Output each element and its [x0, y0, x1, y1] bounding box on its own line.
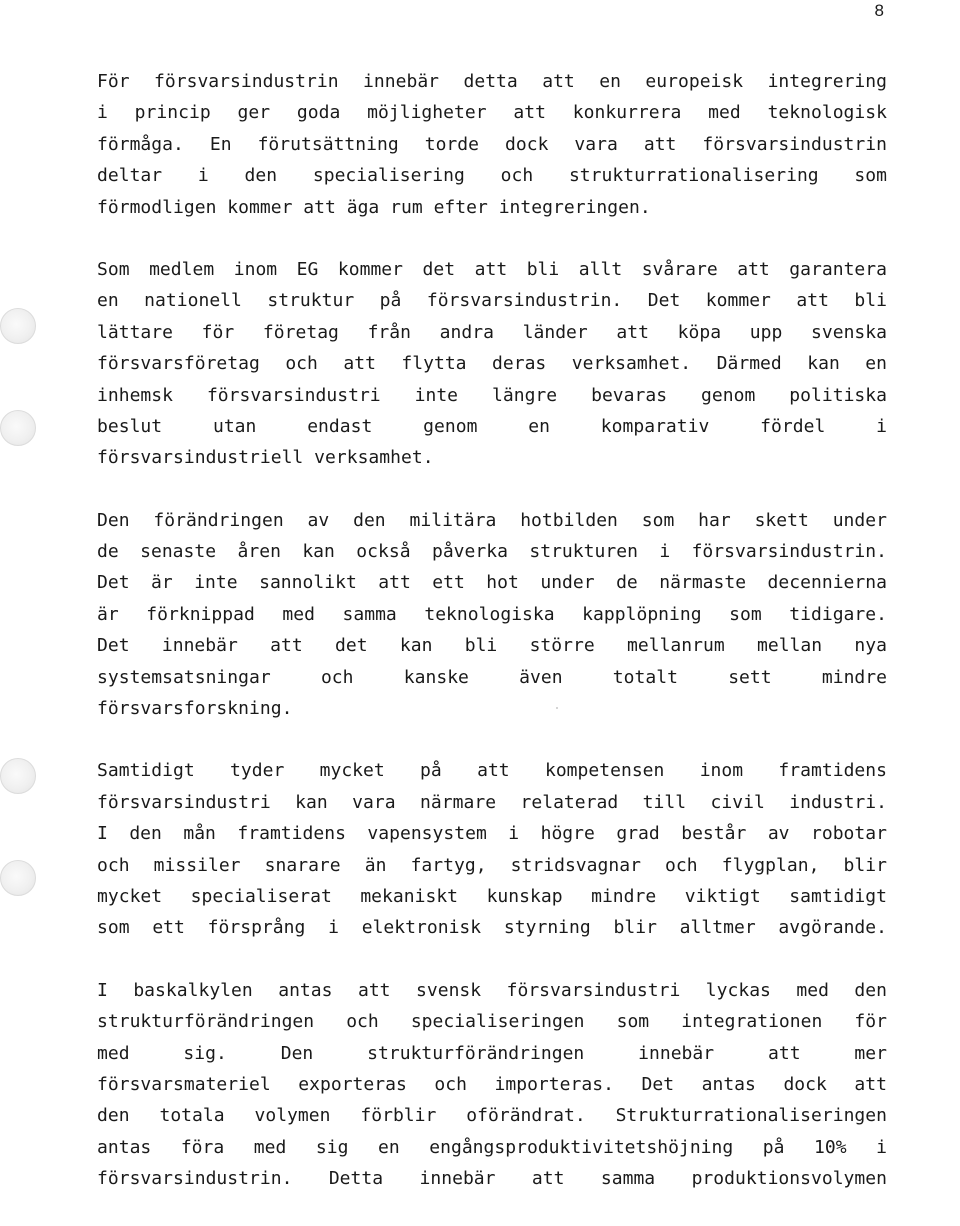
text-line: Samtidigt tyder mycket på att kompetensen inom framtidens [97, 760, 887, 782]
paragraph [97, 975, 887, 1195]
punch-hole-mark [0, 758, 36, 794]
text-line: strukturförändringen och specialiseringen som integrationen för [97, 1011, 887, 1033]
text-line: förmodligen kommer att äga rum efter integreringen. [97, 196, 651, 218]
text-line: deltar i den specialisering och strukturrationalisering som [97, 165, 887, 187]
text-line: är förknippad med samma teknologiska kapplöpning som tidigare. [97, 603, 887, 625]
text-line: försvarsforskning. [97, 698, 293, 720]
text-line: Det är inte sannolikt att ett hot under de närmaste decennierna [97, 572, 887, 594]
text-line: och missiler snarare än fartyg, stridsvagnar och flygplan, blir [97, 854, 887, 876]
text-line: de senaste åren kan också påverka strukturen i försvarsindustrin. [97, 541, 887, 563]
document-body [97, 66, 887, 1226]
text-line: försvarsmateriel exporteras och importeras. Det antas dock att [97, 1073, 887, 1095]
text-line: som ett försprång i elektronisk styrning blir alltmer avgörande. [97, 917, 887, 939]
text-line: med sig. Den strukturförändringen innebär att mer [97, 1042, 887, 1064]
text-line: antas föra med sig en engångsproduktivitetshöjning på 10% i [97, 1136, 887, 1158]
text-line: i princip ger goda möjligheter att konkurrera med teknologisk [97, 102, 887, 124]
text-line: Den förändringen av den militära hotbilden som har skett under [97, 509, 887, 531]
punch-hole-mark [0, 860, 36, 896]
paragraph [97, 755, 887, 943]
punch-hole-mark [0, 410, 36, 446]
text-line: För försvarsindustrin innebär detta att en europeisk integrering [97, 71, 887, 92]
text-line: Det innebär att det kan bli större mellanrum mellan nya [97, 635, 887, 657]
text-line: förmåga. En förutsättning torde dock vara att försvarsindustrin [97, 133, 887, 155]
text-line: inhemsk försvarsindustri inte längre bevaras genom politiska [97, 384, 887, 406]
text-line: I den mån framtidens vapensystem i högre grad består av robotar [97, 823, 887, 845]
page-number: 8 [874, 1, 884, 20]
text-line: försvarsindustriell verksamhet. [97, 447, 434, 469]
text-line: lättare för företag från andra länder att köpa upp svenska [97, 321, 887, 343]
text-line: beslut utan endast genom en komparativ fördel i [97, 415, 887, 437]
punch-hole-mark [0, 308, 36, 344]
paragraph [97, 505, 887, 725]
text-line: mycket specialiserat mekaniskt kunskap mindre viktigt samtidigt [97, 885, 887, 907]
text-line: I baskalkylen antas att svensk försvarsindustri lyckas med den [97, 979, 887, 1001]
text-line: den totala volymen förblir oförändrat. Strukturrationaliseringen [97, 1105, 887, 1127]
text-line: Som medlem inom EG kommer det att bli allt svårare att garantera [97, 258, 887, 280]
text-line: systemsatsningar och kanske även totalt sett mindre [97, 666, 887, 688]
text-line: försvarsindustrin. Detta innebär att samma produktionsvolymen [97, 1168, 887, 1190]
text-line: försvarsföretag och att flytta deras verksamhet. Därmed kan en [97, 353, 887, 375]
text-line: en nationell struktur på försvarsindustrin. Det kommer att bli [97, 290, 887, 312]
paragraph [97, 254, 887, 474]
paragraph [97, 66, 887, 223]
text-line: försvarsindustri kan vara närmare relaterad till civil industri. [97, 791, 887, 813]
